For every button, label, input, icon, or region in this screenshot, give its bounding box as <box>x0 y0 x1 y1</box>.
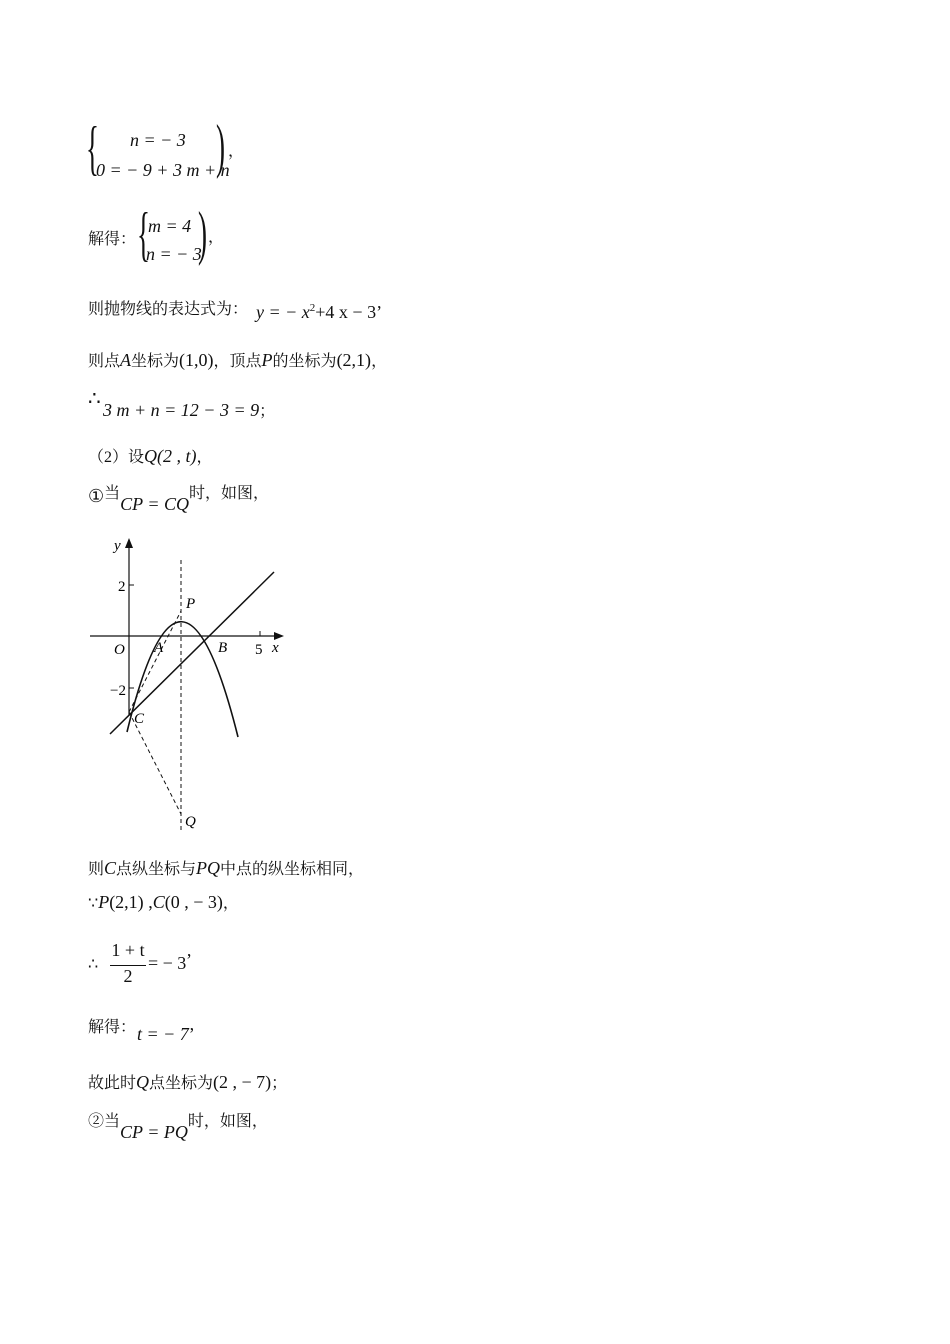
text: ， <box>196 449 213 466</box>
therefore-symbol: ∴ <box>88 956 99 973</box>
because-symbol: ∵ <box>88 895 99 912</box>
left-brace: { <box>86 115 99 181</box>
segment-cp <box>129 611 181 712</box>
segment-pq-label: PQ <box>196 858 221 878</box>
midpoint-line <box>88 856 364 879</box>
therefore-formula <box>103 398 275 421</box>
tick-label-minus-2: −2 <box>110 683 126 699</box>
text: 故此时 <box>88 1075 137 1092</box>
text: 中点的纵坐标相同， <box>220 861 365 878</box>
point-q-label: Q <box>144 446 158 466</box>
point-c-coord: (0 , − 3) <box>164 892 223 912</box>
text: 当 <box>104 485 121 502</box>
text: 坐标为 <box>131 353 180 370</box>
y-axis-label: y <box>114 538 121 554</box>
y-axis-arrow-icon <box>125 538 133 548</box>
system-2-tail: ， <box>208 229 225 246</box>
point-q-label: Q <box>136 1072 150 1092</box>
case-2-line <box>88 1108 268 1142</box>
system-1-tail: ， <box>228 143 245 160</box>
text: 的坐标为 <box>272 353 337 370</box>
formula-part-b: +4 x − 3 <box>315 302 377 322</box>
text: 点坐标为 <box>149 1075 214 1092</box>
points-line <box>88 348 387 371</box>
exponent: 2 <box>309 302 316 314</box>
case-1-line <box>88 484 269 514</box>
text: ， <box>222 895 239 912</box>
text: 当 <box>104 1113 121 1130</box>
fraction-rhs: = − 3 <box>148 953 187 973</box>
text: 时，如图， <box>188 485 269 502</box>
tick-label-5: 5 <box>255 642 263 658</box>
tick-label-2: 2 <box>118 579 126 595</box>
system-1-row-2: 0 = − 9 + 3 m + n <box>96 160 230 180</box>
solve-label: 解得： <box>88 231 137 248</box>
origin-label: O <box>114 642 125 658</box>
formula: t = − 7 <box>137 1024 189 1044</box>
segment-cq <box>129 712 181 814</box>
point-q-coord: (2 , − 7) <box>213 1072 272 1092</box>
therefore-symbol: ∴ <box>88 388 101 410</box>
point-p-label: P <box>186 596 196 612</box>
text: ； <box>271 1075 288 1092</box>
point-p-label: P <box>261 350 273 370</box>
text: 点纵坐标与 <box>116 861 197 878</box>
system-2-row-1: m = 4 <box>148 216 192 236</box>
condition-formula: CP = CQ <box>120 494 189 514</box>
result-1-line <box>88 1070 287 1093</box>
text: （2）设 <box>88 449 145 466</box>
text: ，顶点 <box>213 353 262 370</box>
text: ， <box>371 353 388 370</box>
part-2-line <box>88 444 213 467</box>
formula-tail: ’ <box>188 1024 195 1044</box>
formula-tail: ’ <box>376 302 383 322</box>
formula-tail: ； <box>259 403 276 420</box>
solve-t-formula <box>137 1024 195 1045</box>
point-p-label: P <box>98 892 110 912</box>
text: 则 <box>88 861 105 878</box>
fraction-tail: ’ <box>186 950 192 970</box>
point-q-label: Q <box>185 814 196 830</box>
parabola-formula <box>256 302 382 323</box>
point-c-label: C <box>104 858 117 878</box>
therefore-line <box>88 386 101 411</box>
left-brace: { <box>137 201 150 267</box>
separator: , <box>143 892 153 912</box>
point-a-label: A <box>154 640 164 656</box>
point-a-label: A <box>120 350 132 370</box>
formula: 3 m + n = 12 − 3 = 9 <box>103 400 260 420</box>
x-axis-label: x <box>272 640 279 656</box>
solve-t-label <box>88 1014 136 1037</box>
point-p-coord: (2,1) <box>109 892 144 912</box>
system-1-row-1: n = − 3 <box>130 130 186 150</box>
condition-formula: CP = PQ <box>120 1122 188 1142</box>
parabola-expression-line <box>88 296 248 319</box>
text: 则点 <box>88 353 121 370</box>
right-paren: ) <box>216 113 225 179</box>
point-b-label: B <box>218 640 228 656</box>
x-axis-arrow-icon <box>274 632 284 640</box>
fraction-denominator: 2 <box>123 966 133 986</box>
because-line <box>88 890 239 913</box>
point-c-label: C <box>134 711 145 727</box>
system-2-row-2: n = − 3 <box>146 244 202 264</box>
text: 时，如图， <box>187 1113 268 1130</box>
fraction-numerator: 1 + t <box>111 940 145 960</box>
point-c-label: C <box>152 892 165 912</box>
point-p-coord: (2,1) <box>336 350 372 370</box>
right-paren: ) <box>198 200 207 266</box>
parabola-label: 则抛物线的表达式为： <box>88 301 249 318</box>
text: 解得： <box>88 1019 137 1036</box>
point-q-coord: (2 , t) <box>157 446 197 466</box>
formula-part-a: y = − x <box>256 302 310 322</box>
case-number: ① <box>88 486 105 506</box>
case-number: ② <box>88 1113 105 1130</box>
point-a-coord: (1,0) <box>179 350 214 370</box>
coordinate-figure <box>80 530 310 835</box>
